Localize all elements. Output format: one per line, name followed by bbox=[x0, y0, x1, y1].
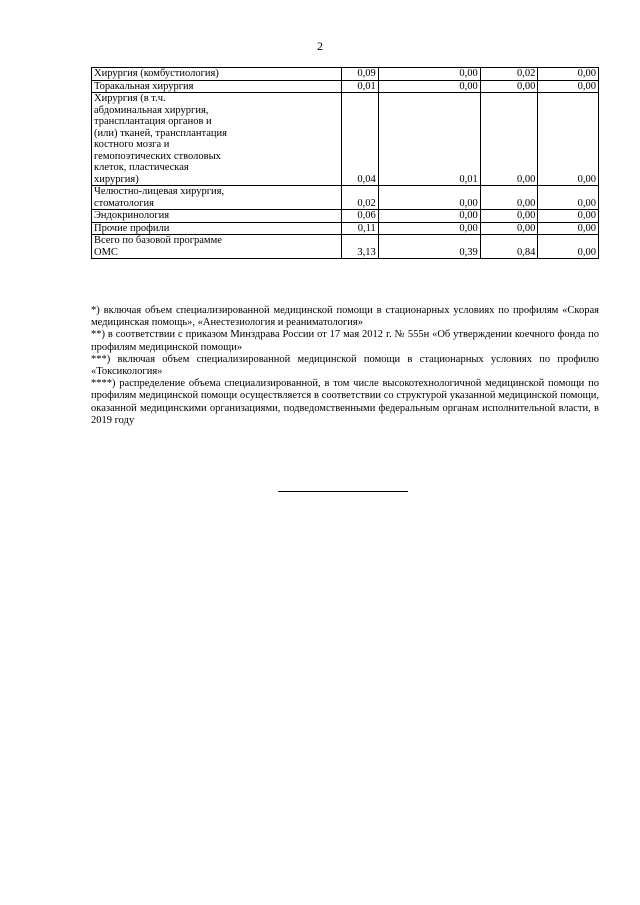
value-cell: 0,02 bbox=[342, 186, 378, 210]
value-cell: 0,01 bbox=[342, 80, 378, 93]
profile-name-cell: Эндокринология bbox=[92, 210, 342, 223]
value-cell: 3,13 bbox=[342, 235, 378, 259]
value-cell: 0,00 bbox=[378, 210, 480, 223]
value-cell: 0,00 bbox=[538, 80, 599, 93]
table-body bbox=[92, 68, 599, 259]
value-cell: 0,04 bbox=[342, 93, 378, 186]
profile-name-cell: Хирургия (в т.ч. абдоминальная хирургия, трансплантация органов и (или) тканей, трансплантация костного мозга и гемопоэтических стволовых клеток, пластическая хирургия) bbox=[92, 93, 342, 186]
profile-name-cell: Торакальная хирургия bbox=[92, 80, 342, 93]
footnote-1: *) включая объем специализированной медицинской помощи в стационарных условиях по профилям «Скорая медицинская помощь», «Анестезиология и реаниматология» bbox=[91, 305, 599, 329]
value-cell: 0,00 bbox=[378, 186, 480, 210]
value-cell: 0,00 bbox=[538, 186, 599, 210]
table-row bbox=[92, 222, 599, 235]
value-cell: 0,09 bbox=[342, 68, 378, 81]
table-row bbox=[92, 80, 599, 93]
value-cell: 0,84 bbox=[480, 235, 538, 259]
footnote-2: **) в соответствии с приказом Минздрава России от 17 мая 2012 г. № 555н «Об утверждении коечного фонда по профилям медицинской помощи» bbox=[91, 329, 599, 353]
footnote-3: ***) включая объем специализированной медицинской помощи в стационарных условиях по профилю «Токсикология» bbox=[91, 353, 599, 378]
table-row bbox=[92, 210, 599, 223]
value-cell: 0,00 bbox=[538, 210, 599, 223]
value-cell: 0,00 bbox=[538, 68, 599, 81]
table-row bbox=[92, 68, 599, 81]
value-cell: 0,00 bbox=[480, 186, 538, 210]
value-cell: 0,00 bbox=[378, 68, 480, 81]
profile-name-cell: Хирургия (комбустиология) bbox=[92, 68, 342, 81]
table-row bbox=[92, 93, 599, 186]
value-cell: 0,00 bbox=[538, 93, 599, 186]
value-cell: 0,00 bbox=[480, 93, 538, 186]
value-cell: 0,00 bbox=[538, 222, 599, 235]
page-number: 2 bbox=[317, 39, 323, 53]
value-cell: 0,00 bbox=[538, 235, 599, 259]
value-cell: 0,39 bbox=[378, 235, 480, 259]
value-cell: 0,00 bbox=[480, 222, 538, 235]
volume-table bbox=[91, 67, 599, 259]
value-cell: 0,06 bbox=[342, 210, 378, 223]
value-cell: 0,00 bbox=[378, 222, 480, 235]
profile-name-cell: Всего по базовой программе ОМС bbox=[92, 235, 342, 259]
profile-name-cell: Прочие профили bbox=[92, 222, 342, 235]
table-row bbox=[92, 186, 599, 210]
value-cell: 0,00 bbox=[480, 80, 538, 93]
value-cell: 0,11 bbox=[342, 222, 378, 235]
value-cell: 0,02 bbox=[480, 68, 538, 81]
end-divider bbox=[278, 491, 408, 492]
footnotes bbox=[91, 305, 599, 427]
value-cell: 0,01 bbox=[378, 93, 480, 186]
value-cell: 0,00 bbox=[480, 210, 538, 223]
value-cell: 0,00 bbox=[378, 80, 480, 93]
table-row bbox=[92, 235, 599, 259]
footnote-4: ****) распределение объема специализированной, в том числе высокотехнологичной медицинской помощи по профилям медицинской помощи осуществляется в соответствии со структурой указанной медицинской помощи, оказанной медицинскими организациями, подведомственными федеральным органам исполнительной власти, в 2019 году bbox=[91, 378, 599, 426]
profile-name-cell: Челюстно-лицевая хирургия, стоматология bbox=[92, 186, 342, 210]
